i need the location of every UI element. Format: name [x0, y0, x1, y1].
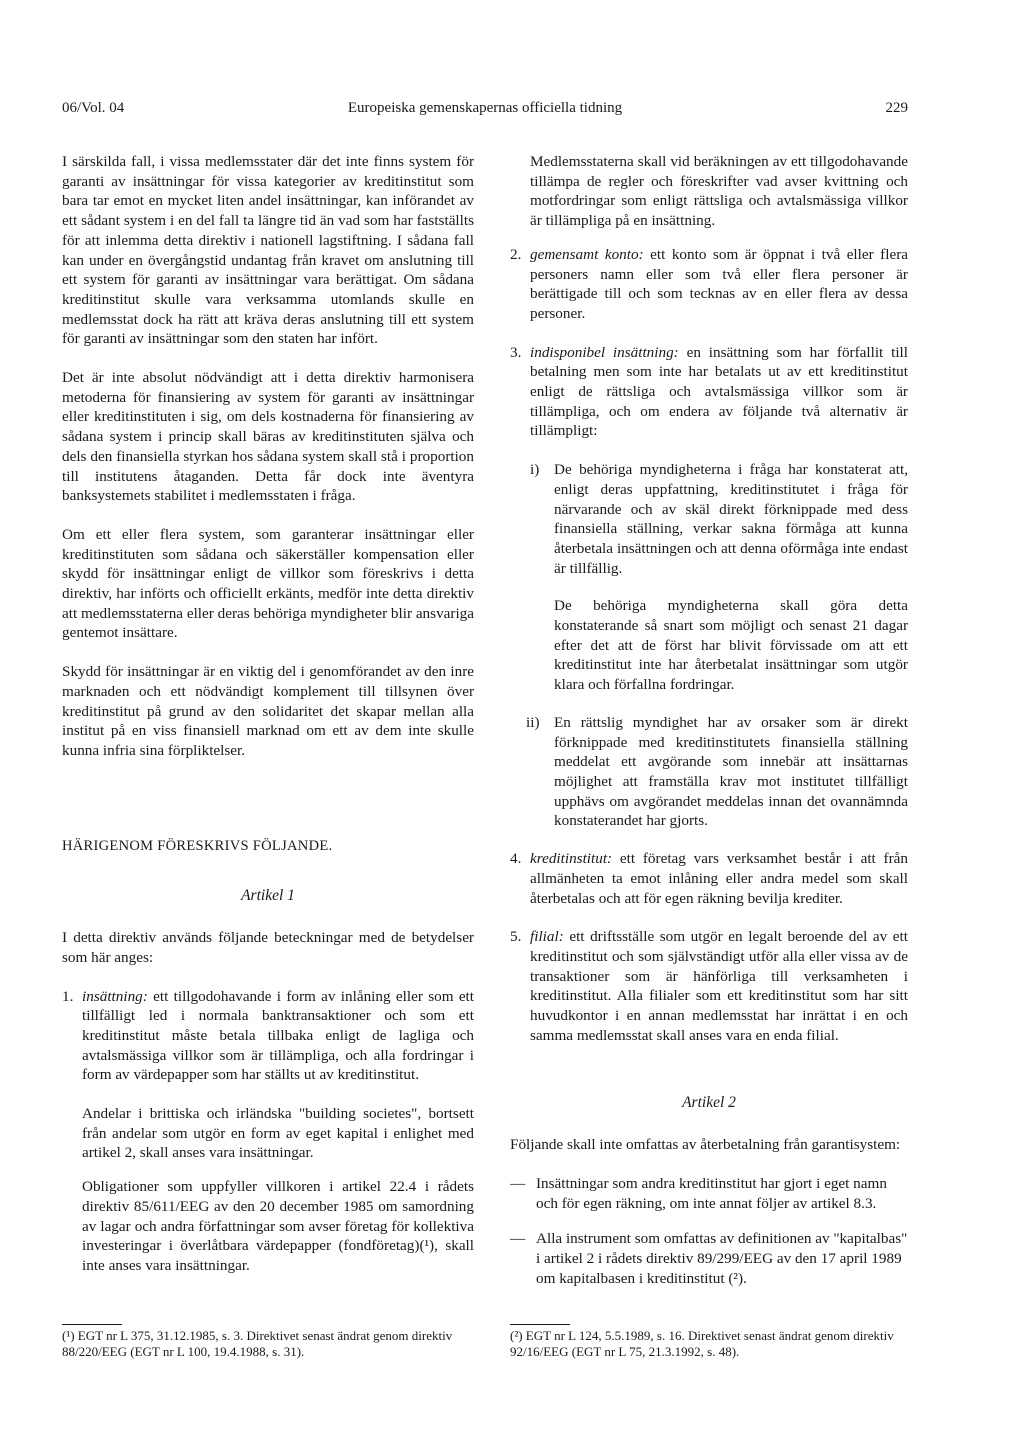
definition-text: ett driftsställe som utgör en legalt beroende del av ett kreditinstitut och som självständigt utför alla eller vissa av de transaktioner som är hänförliga till verksamheten i kreditinstitut. Alla filialer som ett kreditinstitut som har sitt huvudkontor i en annan medlemsstat har inrättat i en och samma medlemsstat skall anses vara en enda filial. — [530, 928, 908, 1044]
footnote-rule — [510, 1324, 570, 1325]
recital-paragraph: I särskilda fall, i vissa medlemsstater där det inte finns system för garanti av insättningar för vissa kategorier av kreditinstitut som bara tar emot en mycket liten andel insättningar, kan införandet av ett sådant system i en del fall ta längre tid än vad som har fastställts för att inlemma detta direktiv i nationell lagstiftning. I sådana fall kan under en övergångstid undantag från kravet om anslutning till ett system för garanti av insättningar vara berättigat. Om sådana kreditinstitut skulle vara verksamma utomlands skulle en medlemsstat dock ha rätt att kräva deras anslutning till ett system för garanti av insättningar som den staten har infört. — [62, 153, 474, 348]
dash-marker: — — [510, 1174, 526, 1192]
sub-item-marker: ii) — [526, 713, 540, 731]
exclusion-item — [510, 1229, 908, 1288]
journal-title: Europeiska gemenskapernas officiella tidning — [347, 100, 623, 116]
page-header — [62, 100, 908, 122]
sub-item-text: En rättslig myndighet har av orsaker som är direkt förknippade med kreditinstitutets finansiella ställning meddelat ett avgörande som innebär att insättarnas möjlighet att framställa krav mot institutet tillfälligt upphävs om avgörandet meddelas innan det ovannämnda konstaterandet har gjorts. — [554, 713, 908, 830]
item-number: 2. — [510, 245, 522, 263]
definition-paragraph-text: Obligationer som uppfyller villkoren i artikel 22.4 i rådets direktiv 85/611/EEG av den 20 december 1985 om samordning av lagar och andra författningar som avser företag för kollektiva investeringar i överlåtbara värdepapper (fondföretag) — [82, 1178, 474, 1255]
exclusion-text: . — [743, 1269, 747, 1287]
definition-term: indisponibel insättning: — [530, 343, 679, 361]
recital-paragraph: Om ett eller flera system, som garanterar insättningar eller kreditinstituten som sådana och säkerställer kompensation eller skydd för insättningar enligt de villkor som föreskrivs i detta direktiv, har införts och officiellt erkänts, medför inte detta direktiv att medlemsstaterna eller deras behöriga myndigheter blir ansvariga gentemot insättare. — [62, 525, 475, 642]
definition-text: ett företag vars verksamhet består i att från allmänheten ta emot inlåning eller andra medel som skall återbetalas och att för egen räkning bevilja krediter. — [530, 850, 908, 907]
definition-item-4 — [510, 849, 908, 908]
footnote-rule — [62, 1324, 122, 1325]
left-column — [62, 152, 474, 1290]
definition-item-1 — [62, 987, 474, 1086]
article-1-title: Artikel 1 — [241, 887, 295, 905]
sub-item-marker: i) — [530, 461, 540, 479]
article-2-title: Artikel 2 — [682, 1094, 736, 1112]
volume-label: 06/Vol. 04 — [62, 100, 125, 116]
recital-paragraph: Skydd för insättningar är en viktig del i genomförandet av den inre marknaden och ett nödvändigt komplement till tillsynen över kreditinstitut på grund av den solidaritet det skapar mellan alla institut på en viss finansiell marknad om ett av dem inte skulle kunna infria sina förpliktelser. — [62, 663, 474, 759]
definition-text: ett konto som är öppnat i två eller flera personers namn eller som två eller flera personer är berättigade till och som tecknas av en eller flera av dessa personer. — [530, 245, 908, 322]
definition-term: filial: — [530, 928, 564, 946]
definition-paragraph — [62, 1177, 474, 1276]
sub-item-paragraph: De behöriga myndigheterna skall göra detta konstaterande så snart som möjligt och senast 21 dagar efter det att de först har blivit förvissade om att ett kreditinstitut inte har återbetalat insättningar som utgör klara och förfallna fordringar. — [554, 597, 908, 694]
definition-paragraph: Andelar i brittiska och irländska "building societes", bortsett från andelar som utgör en form av eget kapital i enlighet med artikel 2, skall anses vara insättningar. — [82, 1105, 474, 1162]
right-column — [510, 152, 908, 1304]
definition-item-2 — [510, 245, 908, 324]
item-number: 4. — [510, 850, 522, 868]
sub-item-i — [510, 460, 908, 578]
exclusion-item — [510, 1174, 908, 1213]
dash-marker: — — [510, 1230, 526, 1248]
item-number: 5. — [510, 928, 522, 946]
item-number: 3. — [510, 343, 522, 361]
definition-term: gemensamt konto: — [530, 245, 644, 263]
exclusion-text: Insättningar som andra kreditinstitut har gjort i eget namn och för egen räkning, om inte annat följer av artikel 8.3. — [536, 1174, 887, 1212]
definition-term: insättning: — [82, 987, 148, 1005]
exclusion-text: Alla instrument som omfattas av definitionen av "kapitalbas" i artikel 2 i rådets direktiv 89/299/EEG av den 17 april 1989 om kapitalbasen i kreditinstitut — [536, 1230, 908, 1287]
footnote-2: (²) EGT nr L 124, 5.5.1989, s. 16. Direktivet senast ändrat genom direktiv 92/16/EEG (EGT nr L 75, 21.3.1992, s. 48). — [510, 1328, 894, 1359]
article-1-intro: I detta direktiv används följande beteckningar med de betydelser som här anges: — [62, 929, 474, 966]
enacting-formula: HÄRIGENOM FÖRESKRIVS FÖLJANDE. — [62, 837, 333, 854]
page-number: 229 — [885, 100, 908, 116]
definition-paragraph-text: , skall inte anses vara insättningar. — [82, 1237, 474, 1274]
definition-paragraph: Medlemsstaterna skall vid beräkningen av ett tillgodohavande tillämpa de regler och föreskrifter vad avser kvittning och motfordringar som enligt rättsliga och avtalsmässiga villkor är tillämpliga på en insättning. — [530, 153, 908, 230]
item-number: 1. — [62, 987, 74, 1005]
footnote-reference: (¹) — [419, 1237, 435, 1255]
article-2-intro: Följande skall inte omfattas av återbetalning från garantisystem: — [510, 1136, 901, 1154]
sub-item-ii — [510, 713, 908, 831]
definition-item-3 — [510, 343, 908, 442]
definition-text: ett tillgodohavande i form av inlåning eller som ett tillfälligt led i normala banktransaktioner och som ett kreditinstitut måste betala tillbaka enligt de lagliga och avtalsmässiga villkor som är tillämpliga, och alla fordringar i form av värdepapper som har ställts ut av kreditinstitut. — [82, 987, 474, 1084]
footnote-1: (¹) EGT nr L 375, 31.12.1985, s. 3. Direktivet senast ändrat genom direktiv 88/220/EEG (EGT nr L 100, 19.4.1988, s. 31). — [62, 1328, 453, 1359]
recital-paragraph: Det är inte absolut nödvändigt att i detta direktiv harmonisera metoderna för finansiering av system för garanti av insättningar eller kreditinstituten i sig, om dels kostnaderna för finansiering av sådana system i princip skall bäras av kreditinstituten själva och dels den finansiella styrkan hos sådana system skall stå i proportion till institutens åtaganden. Detta får dock inte äventyra banksystemets stabilitet i medlemsstaten i fråga. — [62, 369, 474, 505]
footnote-reference: (²) — [728, 1269, 744, 1287]
definition-term: kreditinstitut: — [530, 850, 613, 868]
definition-item-5 — [510, 927, 908, 1045]
definition-text: en insättning som har förfallit till betalning men som inte har betalats ut av ett kreditinstitut enligt de rättsliga och avtalsmässiga villkor som är tillämpliga, och om endera av följande två alternativ är tillämpligt: — [530, 343, 908, 440]
sub-item-text: De behöriga myndigheterna i fråga har konstaterat att, enligt deras uppfattning, kreditinstitutet i fråga för närvarande och av skäl direkt förknippade med dess finansiella ställning, verkar sakna förmåga att kunna återbetala insättningen och att denna oförmåga inte endast är tillfällig. — [554, 461, 908, 577]
